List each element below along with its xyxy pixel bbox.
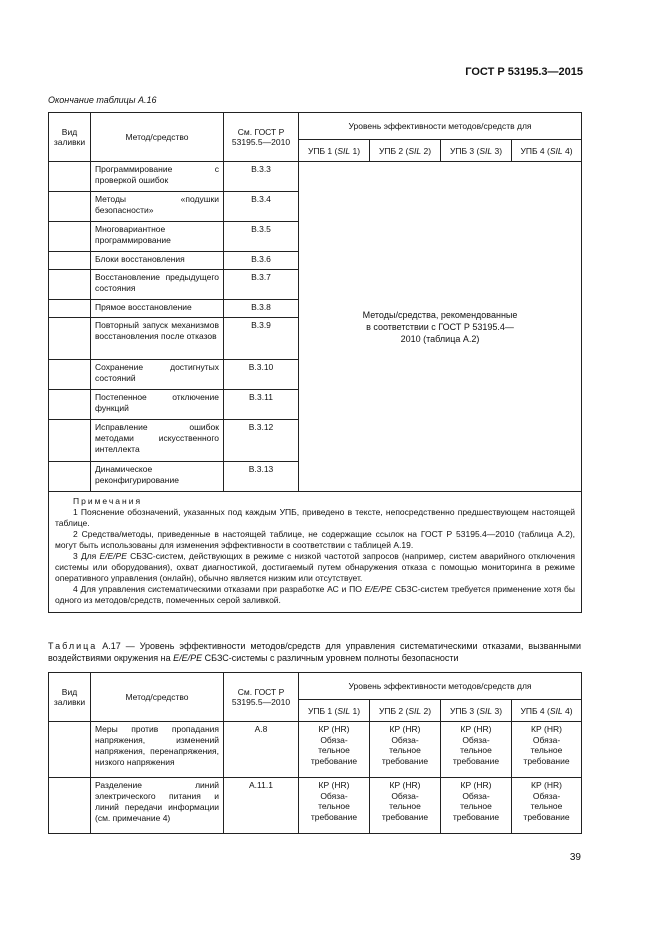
col-fill-type: Вид заливки xyxy=(49,673,91,722)
col-method: Метод/средство xyxy=(91,113,224,162)
ref-cell: В.3.8 xyxy=(224,300,299,318)
method-cell: Сохранение достигнутых состояний xyxy=(91,360,224,390)
fill-cell xyxy=(49,360,91,390)
ref-cell: В.3.3 xyxy=(224,162,299,192)
fill-cell xyxy=(49,420,91,462)
col-upb2: УПБ 2 (SIL 2) xyxy=(370,140,441,162)
fill-cell xyxy=(49,462,91,492)
method-cell: Многовариантное программирование xyxy=(91,222,224,252)
ref-cell: В.3.11 xyxy=(224,390,299,420)
note-4: 4 Для управления систематическими отказами при разработке АС и ПО E/E/PE СБЗС-систем требуется применение хотя бы одного из методов/средств, помеченных серой заливкой. xyxy=(55,584,576,605)
col-method: Метод/средство xyxy=(91,673,224,722)
col-upb1: УПБ 1 (SIL 1) xyxy=(299,700,370,722)
page-number: 39 xyxy=(569,852,581,863)
ref-cell: В.3.12 xyxy=(224,420,299,462)
table-row xyxy=(49,162,582,192)
col-upb3: УПБ 3 (SIL 3) xyxy=(441,140,512,162)
fill-cell xyxy=(49,192,91,222)
table-a17 xyxy=(48,672,582,834)
fill-cell xyxy=(49,300,91,318)
col-upb3: УПБ 3 (SIL 3) xyxy=(441,700,512,722)
level-cell: КР (HR) Обяза- тельное требование xyxy=(299,778,370,834)
note-2: 2 Средства/методы, приведенные в настоящей таблице, не содержащие ссылок на ГОСТ Р 53195.4—2010 (таблица А.2), могут быть использованы для изменения эффективности в соответствии с таблицей А.19. xyxy=(55,529,576,550)
level-cell: КР (HR) Обяза- тельное требование xyxy=(299,722,370,778)
col-effectiveness-group: Уровень эффективности методов/средств для xyxy=(299,113,582,140)
col-reference: См. ГОСТ Р 53195.5—2010 xyxy=(224,113,299,162)
method-cell: Исправление ошибок методами искусственного интеллекта xyxy=(91,420,224,462)
fill-cell xyxy=(49,722,91,778)
level-cell: КР (HR) Обяза- тельное требование xyxy=(370,722,441,778)
table-row xyxy=(49,778,582,834)
method-cell: Постепенное отключение функций xyxy=(91,390,224,420)
level-cell: КР (HR) Обяза- тельное требование xyxy=(370,778,441,834)
col-upb4: УПБ 4 (SIL 4) xyxy=(512,700,582,722)
ref-cell: В.3.5 xyxy=(224,222,299,252)
ref-cell: В.3.4 xyxy=(224,192,299,222)
col-upb2: УПБ 2 (SIL 2) xyxy=(370,700,441,722)
method-cell: Восстановление предыдущего состояния xyxy=(91,270,224,300)
method-cell: Повторный запуск механизмов восстановления после отказов xyxy=(91,318,224,360)
notes-title: Примечания xyxy=(73,496,143,506)
table-notes xyxy=(49,492,582,613)
col-upb1: УПБ 1 (SIL 1) xyxy=(299,140,370,162)
ref-cell: В.3.13 xyxy=(224,462,299,492)
table-a17-caption: Таблица А.17 — Уровень эффективности методов/средств для управления систематическими отказами, вызванными воздействиями окружения на E/E/PE СБЗС-системы с различным уровнем полноты безопасности xyxy=(48,641,581,663)
ref-cell: А.8 xyxy=(224,722,299,778)
table-a16 xyxy=(48,112,582,613)
fill-cell xyxy=(49,222,91,252)
method-cell: Программирование с проверкой ошибок xyxy=(91,162,224,192)
level-cell: КР (HR) Обяза- тельное требование xyxy=(512,778,582,834)
ref-cell: В.3.9 xyxy=(224,318,299,360)
level-cell: КР (HR) Обяза- тельное требование xyxy=(441,722,512,778)
note-3: 3 Для E/E/PE СБЗС-систем, действующих в режиме с низкой частотой запросов (например, систем аварийного отключения системы или оборудования), охват диагностикой, достигаемый путем обнаружения отказа с помощью мониторинга в режиме оперативного управления (онлайн), обычно является низким или отсутствует. xyxy=(55,551,576,583)
note-1: 1 Пояснение обозначений, указанных под каждым УПБ, приведено в тексте, непосредственно предшествующем настоящей таблице. xyxy=(55,507,576,528)
col-effectiveness-group: Уровень эффективности методов/средств для xyxy=(299,673,582,700)
fill-cell xyxy=(49,162,91,192)
merged-recommendation-cell: Методы/средства, рекомендованные в соответствии с ГОСТ Р 53195.4—2010 (таблица А.2) xyxy=(299,162,582,492)
method-cell: Блоки восстановления xyxy=(91,252,224,270)
method-cell: Методы «подушки безопасности» xyxy=(91,192,224,222)
fill-cell xyxy=(49,778,91,834)
level-cell: КР (HR) Обяза- тельное требование xyxy=(512,722,582,778)
level-cell: КР (HR) Обяза- тельное требование xyxy=(441,778,512,834)
ref-cell: В.3.6 xyxy=(224,252,299,270)
method-cell: Меры против пропадания напряжения, изменений напряжения, перенапряжения, низкого напряжения xyxy=(91,722,224,778)
table-row xyxy=(49,722,582,778)
method-cell: Разделение линий электрического питания и линий передачи информации (см. примечание 4) xyxy=(91,778,224,834)
col-fill-type: Вид заливки xyxy=(49,113,91,162)
fill-cell xyxy=(49,252,91,270)
table-continuation-caption: Окончание таблицы А.16 xyxy=(48,95,157,105)
fill-cell xyxy=(49,390,91,420)
col-reference: См. ГОСТ Р 53195.5—2010 xyxy=(224,673,299,722)
method-cell: Прямое восстановление xyxy=(91,300,224,318)
fill-cell xyxy=(49,318,91,360)
ref-cell: В.3.7 xyxy=(224,270,299,300)
ref-cell: А.11.1 xyxy=(224,778,299,834)
ref-cell: В.3.10 xyxy=(224,360,299,390)
document-header: ГОСТ Р 53195.3—2015 xyxy=(465,66,583,78)
fill-cell xyxy=(49,270,91,300)
method-cell: Динамическое реконфигурирование xyxy=(91,462,224,492)
col-upb4: УПБ 4 (SIL 4) xyxy=(512,140,582,162)
